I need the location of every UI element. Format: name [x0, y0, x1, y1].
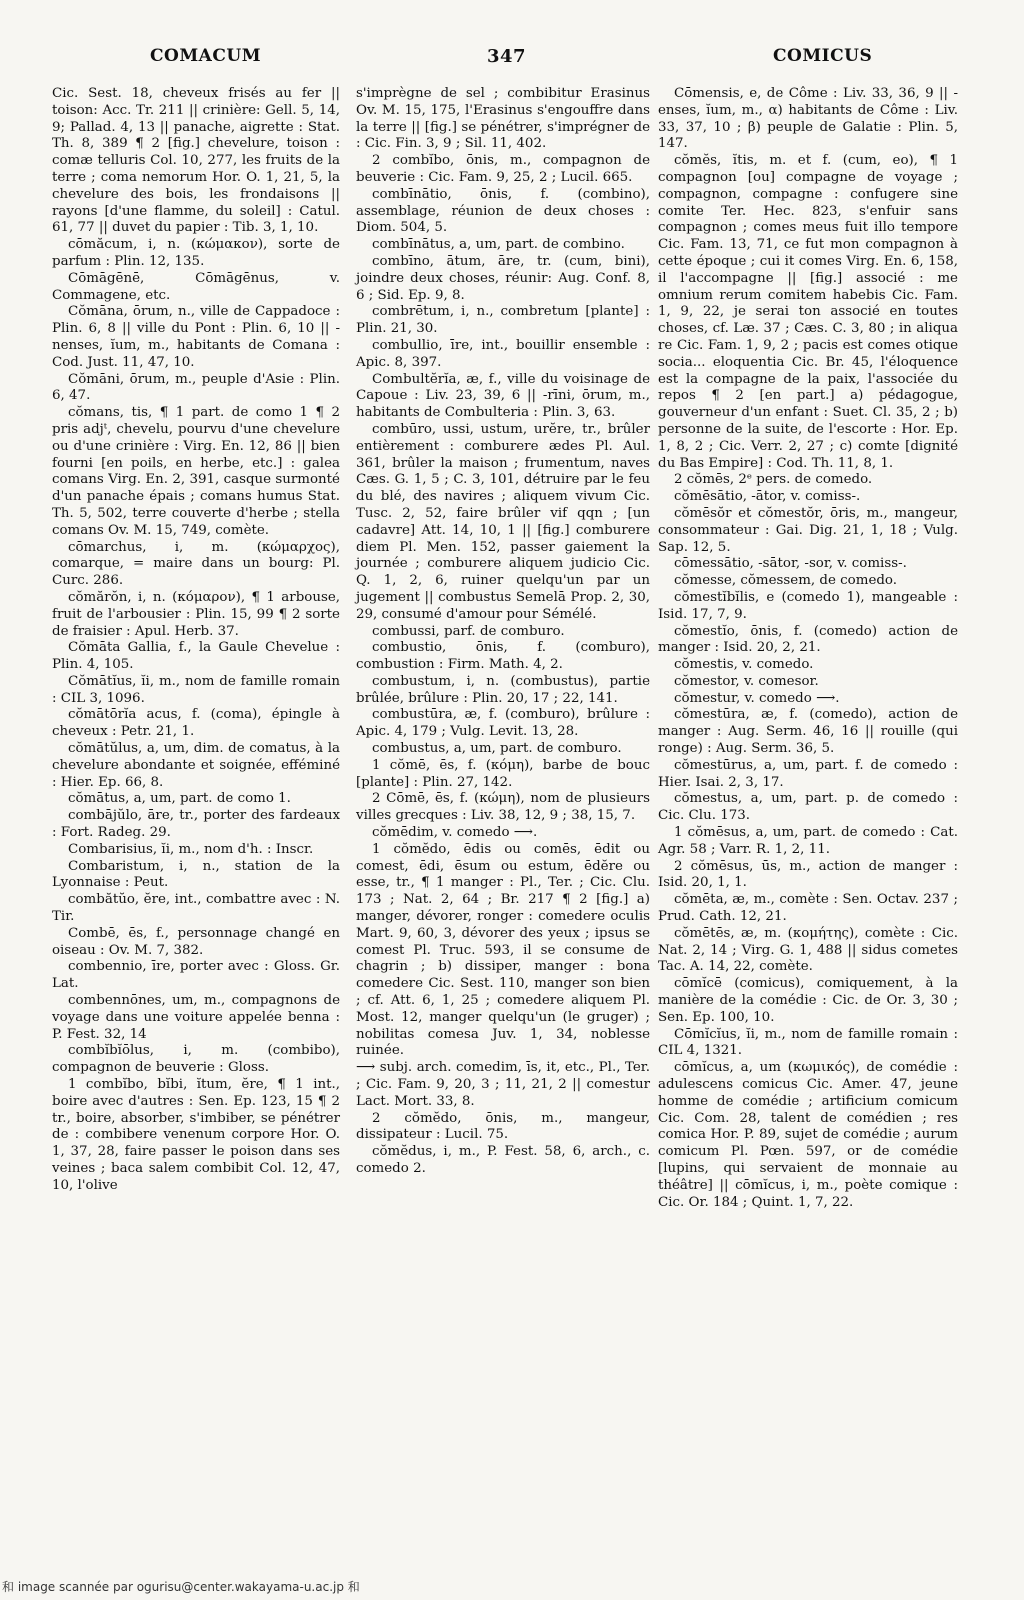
dictionary-entry: cŏmestor, v. comesor.	[674, 673, 819, 689]
dictionary-entry: 1 combĭbo, bĭbi, ĭtum, ĕre, ¶ 1 int., boire avec d'autres : Sen. Ep. 123, 15 ¶ 2 tr., boire, absorber, s'imbiber, se pénétrer de : combibere venenum corpore Hor. O. 1, 37, 28, faire passer le poison dans ses veines ; baca salem combibit Col. 12, 47, 10, l'olive	[52, 1077, 340, 1193]
dictionary-entry: cŏmestus, a, um, part. p. de comedo : Cic. Clu. 173.	[658, 791, 958, 824]
dictionary-entry: combīnātio, ōnis, f. (combino), assemblage, réunion de deux choses : Diom. 504, 5.	[356, 186, 650, 236]
dictionary-entry: Combē, ēs, f., personnage changé en oiseau : Ov. M. 7, 382.	[52, 925, 340, 958]
dictionary-entry: cōmĭcē (comicus), comiquement, à la manière de la comédie : Cic. de Or. 3, 30 ; Sen. Ep. 100, 10.	[658, 976, 958, 1025]
dictionary-entry: cŏmēsātio, -ātor, v. comiss-.	[674, 489, 861, 505]
dictionary-entry: combīnātus, a, um, part. de combino.	[372, 237, 625, 253]
dictionary-entry: combustūra, æ, f. (comburo), brûlure : Apic. 4, 179 ; Vulg. Levit. 13, 28.	[356, 707, 650, 740]
dictionary-entry: 1 cŏmĕdo, ēdis ou comēs, ēdit ou comest, ēdi, ēsum ou estum, ēdĕre ou esse, tr., ¶ 1 manger : Pl., Ter. ; Cic. Clu. 173 ; Nat. 2, 64 ; Br. 217 ¶ 2 [fig.] a) manger, dévorer, ronger : comedere oculis Mart. 9, 60, 3, dévorer des yeux ; ipsus se comest Pl. Truc. 593, il se consume de chagrin ; b) dissiper, manger : bona comedere Cic. Sest. 110, manger son bien ; cf. Att. 6, 1, 25 ; comedere aliquem Pl. Most. 12, manger quelqu'un (le gruger) ; nobilitas comesa Juv. 1, 34, noblesse ruinée.	[356, 841, 650, 1059]
dictionary-entry: cŏmărŏn, i, n. (κόμαρον), ¶ 1 arbouse, fruit de l'arbousier : Plin. 15, 99 ¶ 2 sorte de fraisier : Apul. Herb. 37.	[52, 589, 340, 639]
dictionary-entry: s'imprègne de sel ; combibitur Erasinus Ov. M. 15, 175, l'Erasinus s'engouffre dans la terre || [fig.] se pénétrer, s'imprégner de : Cic. Fin. 3, 9 ; Sil. 11, 402.	[356, 86, 650, 152]
dictionary-entry: Cŏmātĭus, ĭi, m., nom de famille romain : CIL 3, 1096.	[52, 673, 340, 706]
dictionary-entry: combussi, parf. de comburo.	[372, 623, 565, 639]
dictionary-entry: Cŏmāna, ōrum, n., ville de Cappadoce : Plin. 6, 8 || ville du Pont : Plin. 6, 10 || -nenses, ĭum, m., habitants de Comana : Cod. Just. 11, 47, 10.	[52, 304, 340, 370]
page-number: 347	[487, 46, 527, 67]
column-right	[658, 86, 958, 1211]
scan-credit: 和 image scannée par ogurisu@center.wakayama-u.ac.jp 和	[2, 1580, 360, 1594]
dictionary-entry: combājŭlo, āre, tr., porter des fardeaux : Fort. Radeg. 29.	[52, 808, 340, 841]
dictionary-entry: cŏmēsŏr et cŏmestŏr, ōris, m., mangeur, consommateur : Gai. Dig. 21, 1, 18 ; Vulg. Sap. 12, 5.	[658, 505, 958, 555]
column-middle	[356, 86, 650, 1178]
dictionary-entry: cōmarchus, i, m. (κώμαρχος), comarque, = maire dans un bourg: Pl. Curc. 286.	[52, 539, 340, 589]
dictionary-entry: 2 cŏmēsus, ūs, m., action de manger : Isid. 20, 1, 1.	[658, 858, 958, 891]
dictionary-entry: Combarisius, ĭi, m., nom d'h. : Inscr.	[68, 841, 314, 857]
dictionary-entry: cŏmēta, æ, m., comète : Sen. Octav. 237 ; Prud. Cath. 12, 21.	[658, 892, 958, 925]
dictionary-entry: cŏmans, tis, ¶ 1 part. de como 1 ¶ 2 pris adjᵗ, chevelu, pourvu d'une chevelure ou d'une crinière : Virg. En. 12, 86 || bien fourni [en poils, en herbe, etc.] : galea comans Virg. En. 2, 391, casque surmonté d'un panache épais ; comans humus Stat. Th. 5, 502, terre couverte d'herbe ; stella comans Ov. M. 15, 749, comète.	[52, 405, 340, 538]
dictionary-entry: combustio, ōnis, f. (comburo), combustion : Firm. Math. 4, 2.	[356, 640, 650, 673]
dictionary-entry: combătŭo, ĕre, int., combattre avec : N. Tir.	[52, 892, 340, 925]
dictionary-entry: cŏmestĭbĭlis, e (comedo 1), mangeable : Isid. 17, 7, 9.	[658, 589, 958, 622]
dictionary-entry: 1 cŏmē, ēs, f. (κόμη), barbe de bouc [plante] : Plin. 27, 142.	[356, 757, 650, 790]
dictionary-entry: combullio, īre, int., bouillir ensemble : Apic. 8, 397.	[356, 337, 650, 370]
dictionary-entry: Cōmāgēnē, Cōmāgēnus, v. Commagene, etc.	[52, 270, 340, 303]
dictionary-entry: cŏmĕs, ĭtis, m. et f. (cum, eo), ¶ 1 compagnon [ou] compagne de voyage ; compagnon, compagne : confugere sine comite Ter. Hec. 823, s'enfuir sans compagnon ; comes meus fuit illo tempore Cic. Fam. 13, 71, ce fut mon compagnon à cette époque ; cui it comes Virg. En. 6, 158, il l'accompagne || [fig.] associé : me omnium rerum comitem habebis Cic. Fam. 1, 9, 22, je serai ton associé en toutes choses, cf. Læ. 37 ; Cæs. C. 3, 80 ; in aliqua re Cic. Fam. 1, 9, 2 ; pacis est comes otique socia... eloquentia Cic. Br. 45, l'éloquence est la compagne de la paix, l'associée du repos ¶ 2 [en part.] a) pédagogue, gouverneur d'un enfant : Suet. Cl. 35, 2 ; b) personne de la suite, de l'escorte : Hor. Ep. 1, 8, 2 ; Cic. Verr. 2, 27 ; c) comte [dignité du Bas Empire] : Cod. Th. 11, 8, 1.	[658, 153, 958, 471]
dictionary-entry: Cic. Sest. 18, cheveux frisés au fer || toison: Acc. Tr. 211 || crinière: Gell. 5, 14, 9; Pallad. 4, 13 || panache, aigrette : Stat. Th. 8, 389 ¶ 2 [fig.] chevelure, toison : comæ telluris Col. 10, 277, les fruits de la terre ; coma nemorum Hor. O. 1, 21, 5, la chevelure des bois, les frondaisons || rayons [d'une flamme, du soleil] : Catul. 61, 77 || duvet du papier : Tib. 3, 1, 10.	[52, 86, 340, 236]
dictionary-entry: cŏmestur, v. comedo ⟶.	[674, 690, 840, 706]
dictionary-entry: combustus, a, um, part. de comburo.	[372, 741, 622, 757]
dictionary-entry: Combultĕrĭa, æ, f., ville du voisinage de Capoue : Liv. 23, 39, 6 || -rīni, ōrum, m., habitants de Combulteria : Plin. 3, 63.	[356, 371, 650, 421]
dictionary-entry: cōmăcum, i, n. (κώμακον), sorte de parfum : Plin. 12, 135.	[52, 237, 340, 269]
dictionary-entry: combīno, ātum, āre, tr. (cum, bini), joindre deux choses, réunir: Aug. Conf. 8, 6 ; Sid. Ep. 9, 8.	[356, 253, 650, 303]
dictionary-entry: 2 cŏmĕdo, ōnis, m., mangeur, dissipateur : Lucil. 75.	[356, 1110, 650, 1143]
dictionary-entry: combennōnes, um, m., compagnons de voyage dans une voiture appelée benna : P. Fest. 32, 14	[52, 993, 340, 1042]
dictionary-entry: cŏmātōrĭa acus, f. (coma), épingle à cheveux : Petr. 21, 1.	[52, 707, 340, 740]
dictionary-entry: Cōmensis, e, de Côme : Liv. 33, 36, 9 || -enses, ĭum, m., α) habitants de Côme : Liv. 33, 37, 10 ; β) peuple de Galatie : Plin. 5, 147.	[658, 86, 958, 152]
dictionary-entry: combrētum, i, n., combretum [plante] : Plin. 21, 30.	[356, 304, 650, 337]
dictionary-entry: 2 Cōmē, ēs, f. (κώμη), nom de plusieurs villes grecques : Liv. 38, 12, 9 ; 38, 15, 7.	[356, 791, 650, 824]
dictionary-entry: cŏmestĭo, ōnis, f. (comedo) action de manger : Isid. 20, 2, 21.	[658, 623, 958, 656]
dictionary-entry: cŏmestūrus, a, um, part. f. de comedo : Hier. Isai. 2, 3, 17.	[658, 757, 958, 790]
dictionary-entry: combennio, īre, porter avec : Gloss. Gr. Lat.	[52, 959, 340, 992]
dictionary-entry: 1 cŏmēsus, a, um, part. de comedo : Cat. Agr. 58 ; Varr. R. 1, 2, 11.	[658, 825, 958, 857]
dictionary-entry: combustum, i, n. (combustus), partie brûlée, brûlure : Plin. 20, 17 ; 22, 141.	[356, 673, 650, 706]
dictionary-entry: Cŏmāta Gallia, f., la Gaule Chevelue : Plin. 4, 105.	[52, 640, 340, 673]
dictionary-entry: cŏmestūra, æ, f. (comedo), action de manger : Aug. Serm. 46, 16 || rouille (qui ronge) : Aug. Serm. 36, 5.	[658, 707, 958, 757]
dictionary-entry: Cŏmāni, ōrum, m., peuple d'Asie : Plin. 6, 47.	[52, 371, 340, 404]
dictionary-entry: 2 cŏmēs, 2ᵉ pers. de comedo.	[674, 472, 873, 488]
column-left	[52, 86, 340, 1195]
dictionary-entry: cŏmesse, cŏmessem, de comedo.	[674, 573, 898, 589]
dictionary-entry: cōmessātio, -sātor, -sor, v. comiss-.	[674, 556, 907, 572]
dictionary-entry: 2 combĭbo, ōnis, m., compagnon de beuverie : Cic. Fam. 9, 25, 2 ; Lucil. 665.	[356, 153, 650, 185]
header-right-word: COMICUS	[773, 46, 873, 66]
dictionary-entry: cŏmĕdus, i, m., P. Fest. 58, 6, arch., c. comedo 2.	[356, 1144, 650, 1176]
dictionary-entry: ⟶ subj. arch. comedim, īs, it, etc., Pl., Ter. ; Cic. Fam. 9, 20, 3 ; 11, 21, 2 || comestur Lact. Mort. 33, 8.	[356, 1060, 650, 1109]
dictionary-entry: cŏmātus, a, um, part. de como 1.	[68, 791, 291, 807]
dictionary-entry: cōmĭcus, a, um (κωμικός), de comédie : adulescens comicus Cic. Amer. 47, jeune homme de comédie ; artificium comicum Cic. Com. 28, talent de comédien ; res comica Hor. P. 89, sujet de comédie ; aurum comicum Pl. Pœn. 597, or de comédie [lupins, qui servaient de monnaie au théâtre] || cōmĭcus, i, m., poète comique : Cic. Or. 184 ; Quint. 1, 7, 22.	[658, 1060, 958, 1210]
dictionary-entry: cŏmātŭlus, a, um, dim. de comatus, à la chevelure abondante et soignée, efféminé : Hier. Ep. 66, 8.	[52, 741, 340, 790]
dictionary-entry: cŏmestis, v. comedo.	[674, 657, 814, 673]
dictionary-entry: combūro, ussi, ustum, urĕre, tr., brûler entièrement : comburere ædes Pl. Aul. 361, brûler la maison ; frumentum, naves Cæs. G. 1, 5 ; C. 3, 101, détruire par le feu du blé, des navires ; aliquem vivum Cic. Tusc. 2, 52, faire brûler vif qqn ; [un cadavre] Att. 14, 10, 1 || [fig.] comburere diem Pl. Men. 152, passer gaiement la journée ; comburere aliquem judicio Cic. Q. 1, 2, 6, ruiner quelqu'un par un jugement || combustus Semelā Prop. 2, 30, 29, consumé d'amour pour Sémélé.	[356, 421, 650, 622]
page-header	[0, 46, 1024, 76]
dictionary-entry: Combaristum, i, n., station de la Lyonnaise : Peut.	[52, 858, 340, 891]
dictionary-entry: cŏmētēs, æ, m. (κομήτης), comète : Cic. Nat. 2, 14 ; Virg. G. 1, 488 || sidus cometes Tac. A. 14, 22, comète.	[658, 925, 958, 975]
dictionary-entry: Cōmĭcĭus, ĭi, m., nom de famille romain : CIL 4, 1321.	[658, 1026, 958, 1059]
dictionary-entry: combĭbĭōlus, i, m. (combibo), compagnon de beuverie : Gloss.	[52, 1043, 340, 1076]
dictionary-entry: cŏmēdim, v. comedo ⟶.	[372, 825, 538, 841]
header-left-word: COMACUM	[150, 46, 262, 66]
